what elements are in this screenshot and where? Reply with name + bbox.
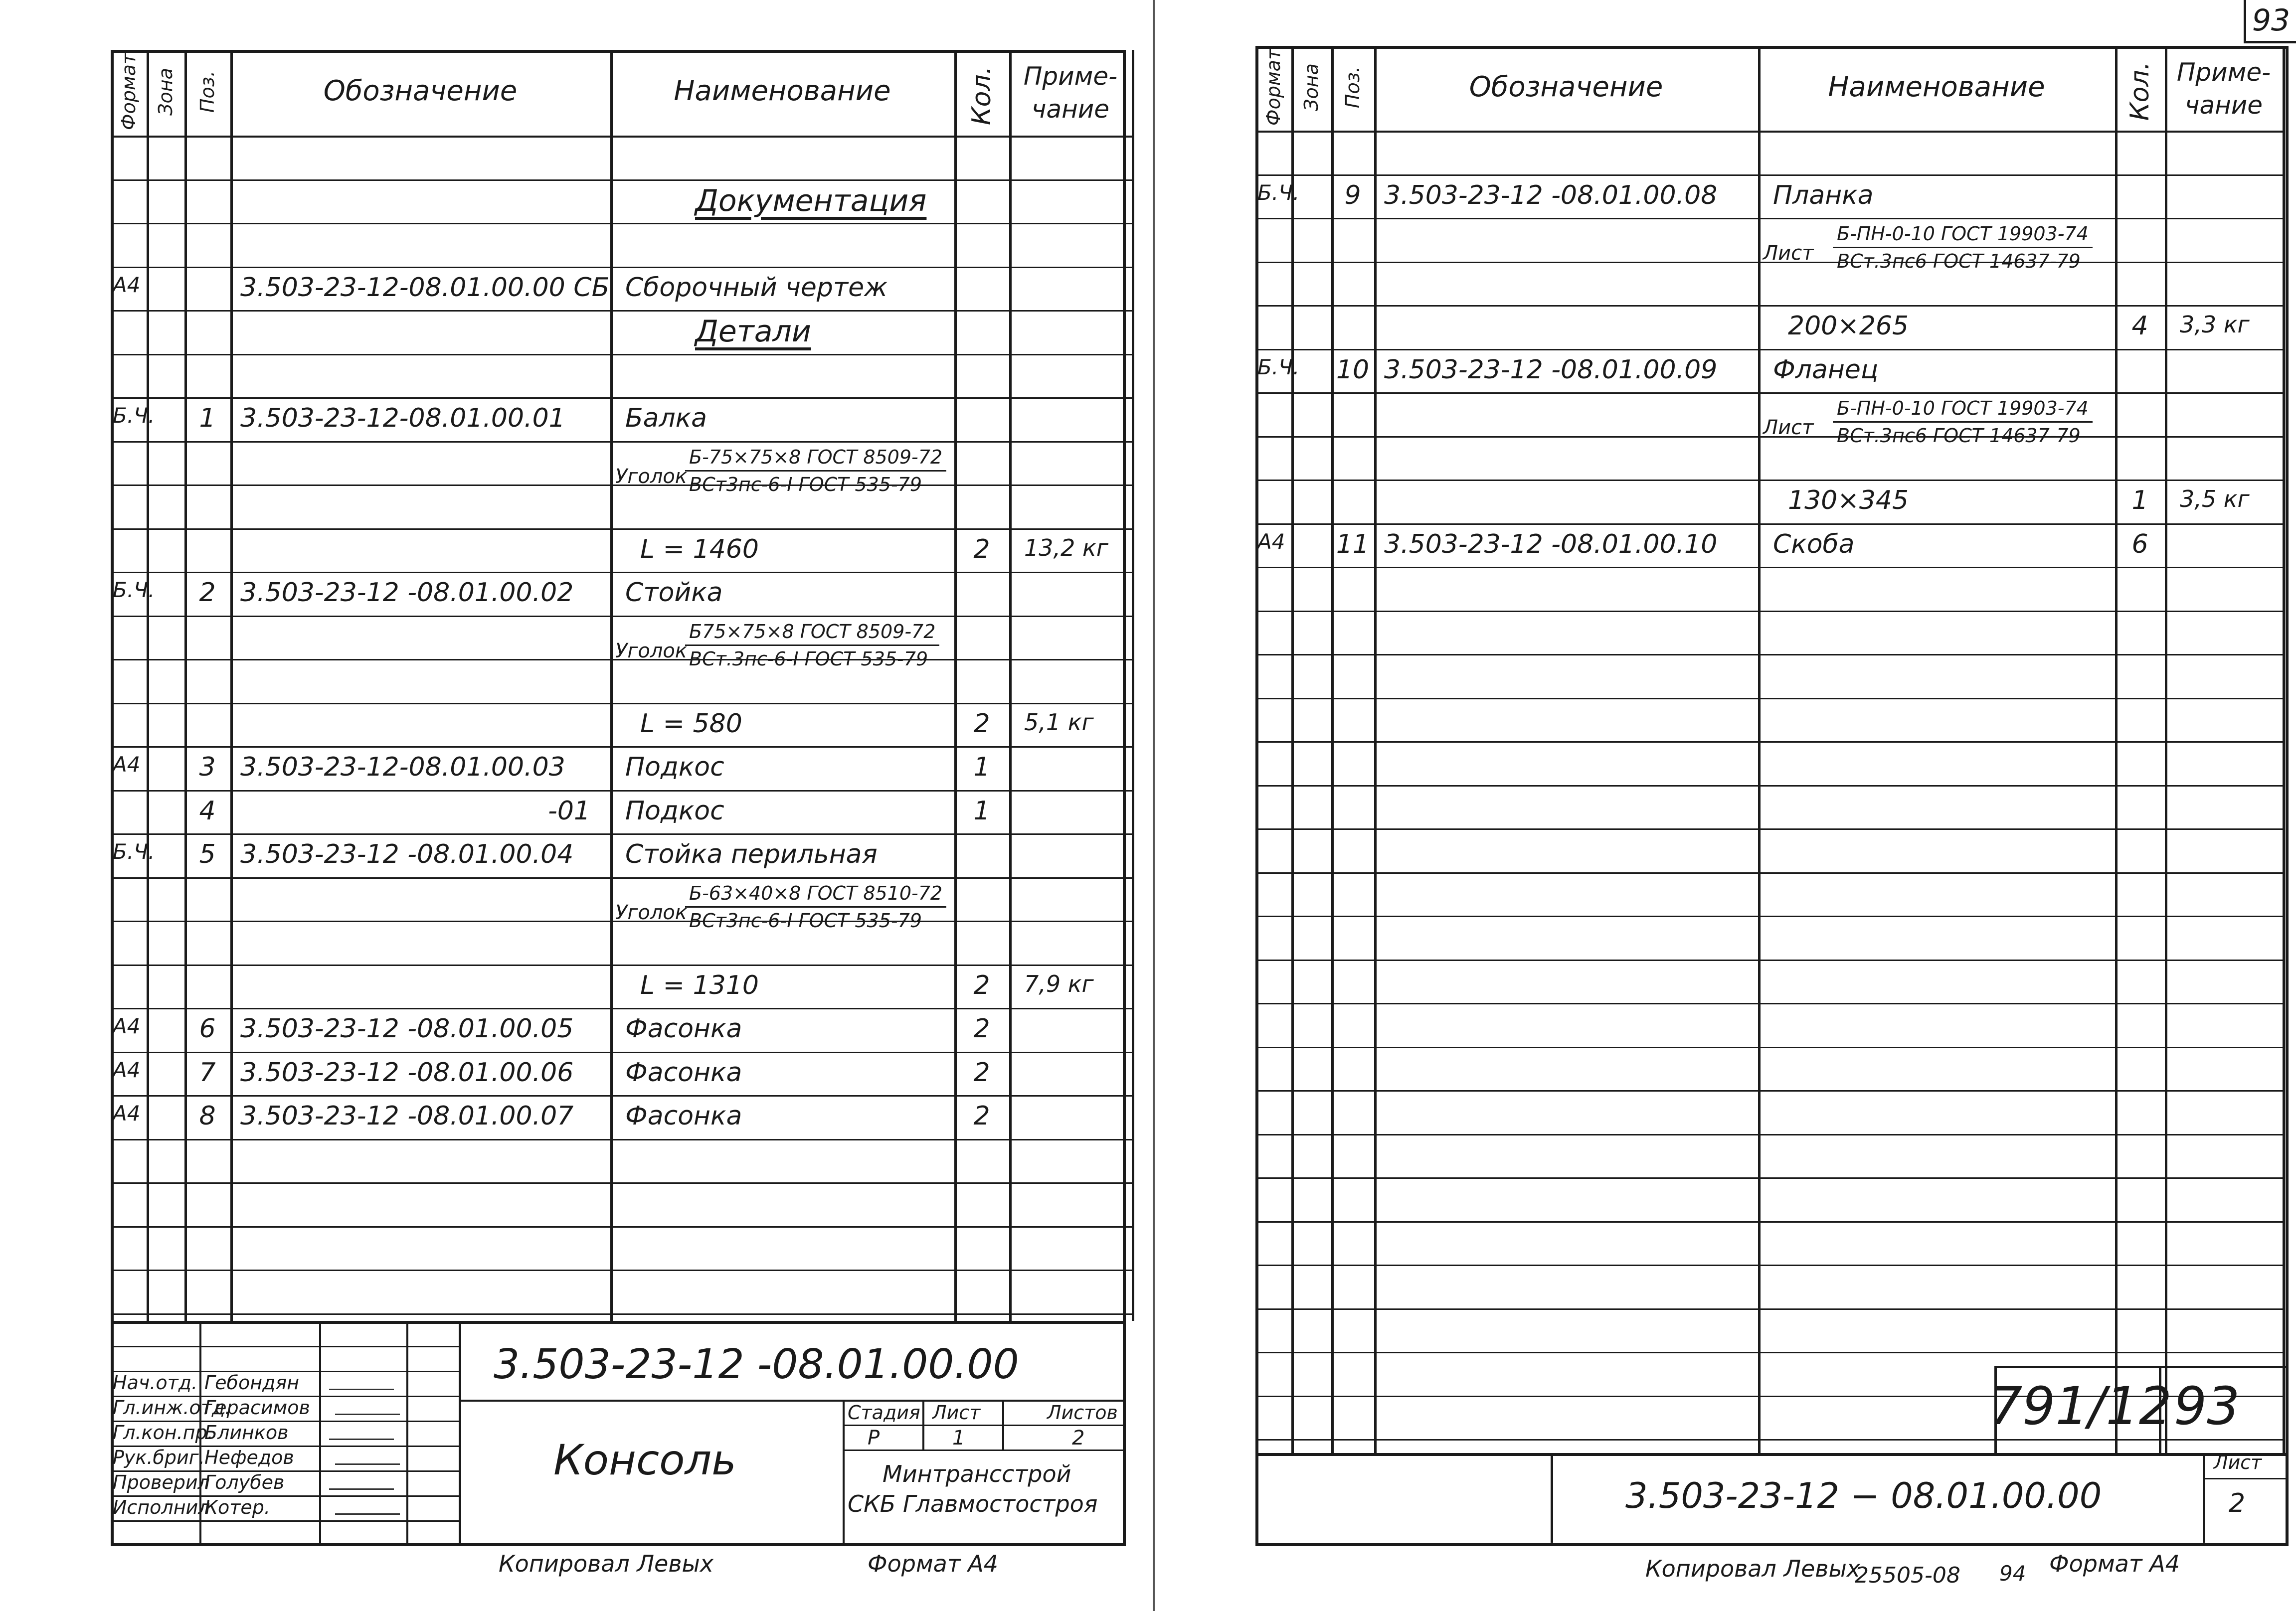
left-cell-qty: 2 [973,1101,990,1131]
left-col-line [184,50,187,1321]
page-fold [1153,0,1155,1611]
left-material-bottom: ВСт.3пс-6-I ГОСТ 535-79 [689,647,928,670]
left-col-line [1132,50,1134,1321]
right-row-line [1255,392,2283,394]
right-col-line [2283,46,2285,1453]
right-row-line [1255,349,2283,350]
right-row-line [1255,741,2283,743]
left-material-spec [685,882,946,932]
right-row-line [1255,567,2283,568]
staff-name: Голубев [204,1471,285,1493]
left-row-line [111,1313,1132,1315]
right-header-format: Формат [1262,48,1284,126]
staff-name: Блинков [204,1422,289,1444]
right-col-line [1255,46,1258,1453]
left-row-line [111,441,1132,443]
right-sheet-label: Лист [2214,1451,2262,1473]
right-cell-designation: 3.503-23-12 -08.01.00.09 [1384,354,1718,385]
right-row-line [1255,916,2283,917]
left-row-line [111,965,1132,966]
right-material-top: Б-ПН-0-10 ГОСТ 19903-74 [1833,397,2093,423]
footer-left-format: Формат А4 [868,1550,998,1577]
left-row-line [111,1270,1132,1271]
footer-right-num: 94 [1999,1561,2026,1586]
left-row-line [111,528,1132,530]
right-row-line [1255,785,2283,787]
left-col-line [610,50,613,1321]
left-material-bottom: ВСт3пс-6-I ГОСТ 535-79 [689,909,922,932]
stage-label: Стадия [848,1402,920,1424]
left-title-block-divider [459,1321,461,1543]
left-title: Консоль [553,1436,736,1484]
left-cell-pos: 3 [199,752,216,782]
staff-role: Нач.отд. [113,1372,198,1394]
left-row-line [111,1095,1132,1097]
footer-right-format: Формат А4 [2049,1550,2180,1577]
left-frac-prefix: Уголок [615,465,688,488]
left-cell-format: A4 [113,1057,141,1082]
left-info-line [843,1450,1123,1451]
left-cell-pos: 4 [199,796,216,826]
left-cell-name: Подкос [625,752,724,782]
left-cell-qty: 2 [973,970,990,1000]
staff-name: Гебондян [204,1372,300,1394]
signature [335,1401,400,1415]
left-row-line [111,1182,1132,1184]
right-row-line [1255,1439,2283,1441]
left-cell-pos: 7 [199,1057,216,1088]
right-material-top: Б-ПН-0-10 ГОСТ 19903-74 [1833,223,2093,248]
left-cell-format: Б.Ч. [113,839,155,864]
left-material-spec [685,621,939,670]
left-row-line [111,179,1132,181]
left-cell-name: Стойка перильная [625,839,878,869]
left-header-zone: Зона [155,68,177,116]
left-cell-name: L = 580 [640,708,742,739]
left-cell-note: 13,2 кг [1024,534,1108,561]
right-cell-designation: 3.503-23-12 -08.01.00.08 [1384,180,1718,210]
right-row-line [1255,1265,2283,1266]
left-cell-designation: 3.503-23-12-08.01.00.03 [240,752,565,782]
right-row-line [1255,218,2283,219]
left-row-line [111,397,1132,399]
right-row-line [1255,1352,2283,1353]
left-cell-qty: 2 [973,534,990,564]
right-sheet-divider [2203,1453,2205,1543]
left-doc-code: 3.503-23-12 -08.01.00.00 [494,1341,1019,1388]
right-header-name: Наименование [1828,71,2045,103]
left-cell-name: Фасонка [625,1101,742,1131]
left-col-line [111,50,113,1321]
left-row-line [111,877,1132,879]
left-staff-col [319,1321,321,1543]
right-material-bottom: ВСт.3пс6 ГОСТ 14637-79 [1837,425,2081,447]
right-row-line [1255,480,2283,481]
left-cell-pos: 1 [199,403,216,433]
left-cell-format: A4 [113,272,141,297]
sheet-value: 1 [952,1427,965,1450]
left-section-title: Детали [695,314,811,349]
left-row-line [111,746,1132,748]
stamp-page: 93 [2174,1376,2240,1437]
left-header-format: Формат [118,53,140,131]
right-col-line [1758,46,1761,1453]
left-cell-name: Стойка [625,578,723,608]
right-row-line [1255,1003,2283,1004]
left-info-divider [843,1400,845,1543]
right-header-qty: Кол. [2125,61,2155,121]
page-number: 93 [2244,0,2296,43]
right-row-line [1255,1221,2283,1223]
left-cell-note: 7,9 кг [1024,970,1094,997]
left-col-line [147,50,149,1321]
stage-value: Р [868,1427,880,1450]
right-doc-code: 3.503-23-12 − 08.01.00.00 [1625,1475,2102,1516]
org-line-1: Минтрансстрой [883,1460,1071,1487]
signature [335,1450,400,1465]
left-row-line [111,354,1132,355]
right-cell-pos: 9 [1344,180,1361,210]
left-row-line [111,572,1132,573]
left-header-designation: Обозначение [323,75,518,107]
right-cell-name: 130×345 [1788,485,1909,515]
right-header-note: Приме- чание [2176,58,2271,120]
right-row-line [1255,174,2283,176]
signature [329,1376,394,1390]
left-cell-qty: 1 [973,752,990,782]
left-cell-pos: 8 [199,1101,216,1131]
left-header-qty: Кол. [967,66,997,126]
left-info-line [843,1425,1123,1426]
sheet-label: Лист [932,1402,981,1424]
right-title-block-divider [1551,1453,1553,1543]
staff-role: Рук.бриг. [113,1447,205,1468]
right-title-block-top [1255,1453,2286,1456]
right-material-spec [1833,223,2093,272]
right-col-line [1374,46,1377,1453]
right-cell-format: A4 [1257,529,1285,554]
right-row-line [1255,698,2283,699]
right-row-line [1255,305,2283,307]
right-cell-note: 3,5 кг [2180,485,2250,512]
right-col-line [2115,46,2118,1453]
right-header-designation: Обозначение [1469,71,1663,103]
left-cell-qty: 2 [973,1057,990,1088]
left-row-line [111,703,1132,704]
right-row-line [1255,611,2283,612]
right-row-line [1255,523,2283,525]
right-col-line [1331,46,1334,1453]
left-cell-format: A4 [113,1101,141,1126]
right-row-line [1255,654,2283,655]
right-row-line [1255,828,2283,830]
staff-role: Исполнил [113,1496,210,1518]
footer-right-copied: Копировал Левых [1645,1555,1860,1582]
right-header-zone: Зона [1300,63,1322,111]
right-cell-pos: 11 [1336,529,1370,559]
right-col-line [1291,46,1294,1453]
left-row-line [111,1052,1132,1053]
stamp-box-top [1994,1366,2286,1368]
right-cell-qty: 1 [2131,485,2148,515]
left-cell-qty: 2 [973,1014,990,1044]
left-cell-format: Б.Ч. [113,403,155,428]
sheets-label: Листов [1047,1402,1118,1424]
staff-role: Гл.кон.пр. [113,1422,213,1444]
signature [329,1475,394,1490]
left-row-line [111,1139,1132,1140]
right-cell-note: 3,3 кг [2180,311,2250,338]
left-staff-col [406,1321,408,1543]
left-cell-name: Подкос [625,796,724,826]
left-staff-line [111,1520,459,1522]
left-cell-format: Б.Ч. [113,578,155,602]
right-row-line [1255,1047,2283,1048]
left-row-line [111,616,1132,617]
left-cell-designation: 3.503-23-12 -08.01.00.04 [240,839,574,869]
right-frac-prefix: Лист [1763,242,1814,265]
staff-role: Проверил [113,1471,210,1493]
right-cell-name: Фланец [1773,354,1879,385]
left-cell-designation: -01 [548,796,590,826]
left-material-top: Б-75×75×8 ГОСТ 8509-72 [685,446,946,472]
footer-right-inventory: 25505-08 [1855,1563,1960,1588]
left-cell-designation: 3.503-23-12 -08.01.00.05 [240,1014,574,1044]
right-header-pos: Поз. [1342,66,1364,109]
right-frac-prefix: Лист [1763,416,1814,440]
left-material-bottom: ВСт3пс-6-I ГОСТ 535-79 [689,473,922,495]
left-material-top: Б-63×40×8 ГОСТ 8510-72 [685,882,946,908]
right-row-line [1255,872,2283,874]
staff-name: Нефедов [204,1447,294,1468]
staff-name: Котер. [204,1496,270,1518]
right-cell-name: Планка [1773,180,1874,210]
org-line-2: СКБ Главмостостроя [848,1490,1098,1517]
right-cell-name: Скоба [1773,529,1855,559]
left-row-line [111,833,1132,835]
left-row-line [111,790,1132,792]
left-cell-pos: 2 [199,578,216,608]
left-cell-qty: 1 [973,796,990,826]
left-cell-format: A4 [113,752,141,777]
left-material-spec [685,446,946,495]
staff-role: Гл.инж.отд. [113,1397,231,1419]
left-col-line [230,50,233,1321]
left-row-line [111,310,1132,312]
left-cell-name: L = 1310 [640,970,759,1000]
left-cell-pos: 5 [199,839,216,869]
right-cell-format: Б.Ч. [1257,180,1300,205]
left-cell-note: 5,1 кг [1024,708,1094,736]
left-title-block-top [111,1321,1123,1324]
right-row-line [1255,1134,2283,1135]
right-cell-name: 200×265 [1788,311,1909,341]
left-cell-format: A4 [113,1014,141,1038]
right-sheet-value: 2 [2229,1488,2246,1518]
right-row-line [1255,1090,2283,1092]
left-row-line [111,267,1132,268]
left-cell-qty: 2 [973,708,990,739]
left-cell-designation: 3.503-23-12 -08.01.00.07 [240,1101,574,1131]
left-section-title: Документация [695,183,927,218]
left-row-line [111,223,1132,224]
left-cell-designation: 3.503-23-12 -08.01.00.02 [240,578,574,608]
right-row-line [1255,960,2283,961]
staff-name: Герасимов [204,1397,310,1419]
sheets-value: 2 [1072,1427,1085,1450]
right-row-line [1255,1308,2283,1310]
right-material-bottom: ВСт.3пс6 ГОСТ 14637-79 [1837,250,2081,272]
left-material-top: Б75×75×8 ГОСТ 8509-72 [685,621,939,646]
footer-left-copied: Копировал Левых [499,1550,713,1577]
left-cell-name: L = 1460 [640,534,759,564]
left-frac-prefix: Уголок [615,901,688,924]
left-frac-prefix: Уголок [615,639,688,662]
left-cell-designation: 3.503-23-12-08.01.00.01 [240,403,565,433]
right-material-spec [1833,397,2093,447]
right-cell-qty: 6 [2131,529,2148,559]
left-header-name: Наименование [674,75,891,107]
signature [335,1500,400,1515]
left-cell-name: Балка [625,403,707,433]
right-col-line [2165,46,2167,1453]
right-cell-qty: 4 [2131,311,2148,341]
left-header-note: Приме- чание [1023,62,1118,124]
left-info-col [1002,1400,1004,1450]
left-cell-pos: 6 [199,1014,216,1044]
right-cell-format: Б.Ч. [1257,354,1300,379]
left-row-line [111,1226,1132,1228]
right-spec-sheet [1255,46,2289,1546]
left-header-pos: Поз. [196,70,218,113]
left-cell-designation: 3.503-23-12 -08.01.00.06 [240,1057,574,1088]
left-cell-name: Фасонка [625,1057,742,1088]
left-row-line [111,1008,1132,1009]
left-title-row-line [459,1400,1123,1402]
right-sheet-line [2203,1478,2286,1479]
right-cell-designation: 3.503-23-12 -08.01.00.10 [1384,529,1718,559]
left-cell-designation: 3.503-23-12-08.01.00.00 СБ [240,272,610,303]
right-row-line [1255,1177,2283,1179]
left-cell-name: Сборочный чертеж [625,272,887,303]
right-cell-pos: 10 [1336,354,1370,385]
left-staff-line [111,1346,459,1347]
left-col-line [1009,50,1012,1321]
signature [329,1426,394,1440]
left-info-col [922,1400,924,1450]
stamp-number: 791/12 [1989,1376,2172,1437]
left-cell-name: Фасонка [625,1014,742,1044]
